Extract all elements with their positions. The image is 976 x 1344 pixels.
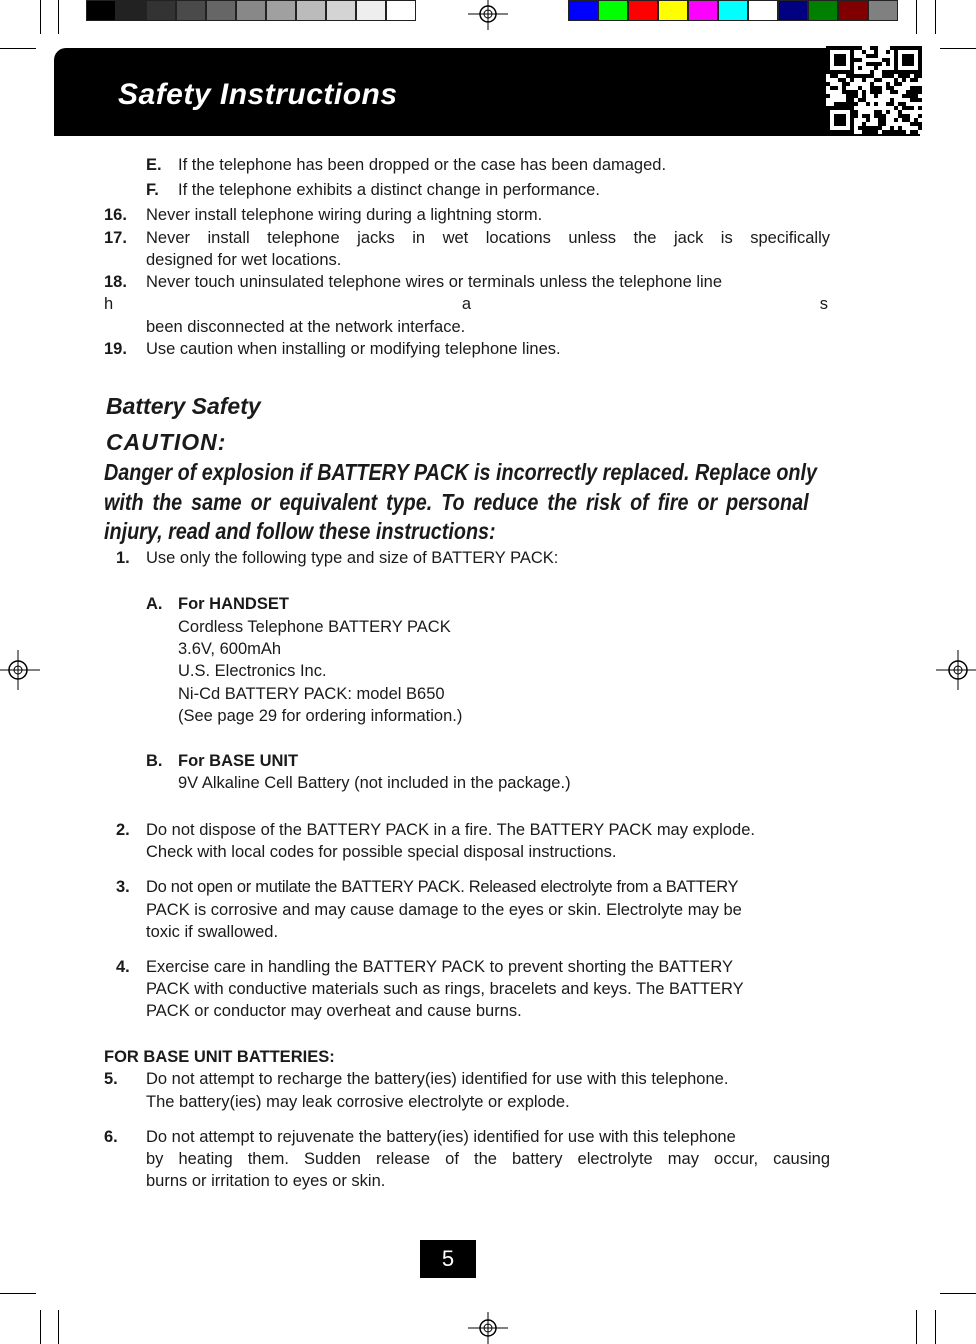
- spec-line: U.S. Electronics Inc.: [178, 662, 327, 680]
- crop-mark: [58, 0, 59, 34]
- color-swatch: [868, 0, 898, 21]
- crop-mark: [0, 1293, 36, 1294]
- qr-code-icon: [826, 46, 922, 134]
- crop-mark: [940, 48, 976, 49]
- item-text: Do not attempt to rejuvenate the battery(ies) identified for use with this telephone: [146, 1128, 736, 1146]
- item-text: If the telephone has been dropped or the case has been damaged.: [178, 156, 667, 174]
- item-number: 18.: [104, 273, 127, 291]
- item-number: 6.: [104, 1128, 118, 1146]
- item-text-spaced: h a s: [104, 295, 828, 313]
- warning-line: injury, read and follow these instructions:: [104, 518, 496, 544]
- item-number: 17.: [104, 229, 127, 247]
- color-swatch: [658, 0, 688, 21]
- color-swatch: [748, 0, 778, 21]
- crop-mark: [0, 48, 36, 49]
- spec-line: (See page 29 for ordering information.): [178, 707, 463, 725]
- item-text: PACK is corrosive and may cause damage to the eyes or skin. Electrolyte may be: [146, 901, 742, 919]
- page-title: Safety Instructions: [118, 78, 398, 111]
- color-swatch: [688, 0, 718, 21]
- color-swatch: [568, 0, 598, 21]
- crop-mark: [935, 0, 936, 34]
- warning-line: with the same or equivalent type. To reduce the risk of fire or personal: [104, 489, 809, 515]
- item-number: 1.: [116, 549, 130, 567]
- item-text: Never touch uninsulated telephone wires or terminals unless the telephone line: [146, 273, 723, 291]
- color-swatch: [628, 0, 658, 21]
- spec-line: 9V Alkaline Cell Battery (not included in the package.): [178, 774, 571, 792]
- color-swatch: [146, 0, 176, 21]
- item-text: Do not attempt to recharge the battery(ies) identified for use with this telephone.: [146, 1070, 729, 1088]
- item-text: toxic if swallowed.: [146, 923, 279, 941]
- item-text: Use caution when installing or modifying telephone lines.: [146, 340, 561, 358]
- item-text: designed for wet locations.: [146, 251, 342, 269]
- section-heading: Battery Safety: [106, 393, 261, 419]
- crop-mark: [940, 1293, 976, 1294]
- spec-line: Cordless Telephone BATTERY PACK: [178, 618, 451, 636]
- item-text: by heating them. Sudden release of the battery electrolyte may occur, causing: [146, 1150, 830, 1168]
- crop-mark: [916, 0, 917, 34]
- sub-item-label: B.: [146, 752, 163, 770]
- color-swatch: [808, 0, 838, 21]
- spec-line: Ni-Cd BATTERY PACK: model B650: [178, 685, 445, 703]
- warning-line: Danger of explosion if BATTERY PACK is incorrectly replaced. Replace only: [104, 459, 818, 485]
- item-text: PACK or conductor may overheat and cause burns.: [146, 1002, 522, 1020]
- spec-line: 3.6V, 600mAh: [178, 640, 282, 658]
- item-text: Exercise care in handling the BATTERY PACK to prevent shorting the BATTERY: [146, 958, 733, 976]
- sub-item-title: For HANDSET: [178, 595, 289, 613]
- color-swatch: [206, 0, 236, 21]
- item-text: If the telephone exhibits a distinct change in performance.: [178, 181, 600, 199]
- item-text: Do not open or mutilate the BATTERY PACK. Released electrolyte from a BATTERY: [146, 878, 739, 896]
- color-swatch: [598, 0, 628, 21]
- color-swatch: [326, 0, 356, 21]
- item-text: Never install telephone jacks in wet locations unless the jack is specifically: [146, 229, 830, 247]
- item-text: burns or irritation to eyes or skin.: [146, 1172, 386, 1190]
- crop-mark: [58, 1310, 59, 1344]
- crop-mark: [40, 0, 41, 34]
- registration-target-icon: [0, 650, 40, 690]
- item-text: been disconnected at the network interface.: [146, 318, 466, 336]
- item-text: The battery(ies) may leak corrosive electrolyte or explode.: [146, 1093, 570, 1111]
- item-text: Check with local codes for possible special disposal instructions.: [146, 843, 617, 861]
- crop-mark: [40, 1310, 41, 1344]
- caution-heading: CAUTION:: [106, 429, 227, 455]
- color-swatch: [176, 0, 206, 21]
- color-swatch: [116, 0, 146, 21]
- registration-target-icon: [468, 1310, 508, 1344]
- color-swatch: [296, 0, 326, 21]
- item-label: F.: [146, 181, 159, 199]
- item-number: 2.: [116, 821, 130, 839]
- sub-item-title: For BASE UNIT: [178, 752, 299, 770]
- item-number: 5.: [104, 1070, 118, 1088]
- color-swatch: [356, 0, 386, 21]
- item-text: Use only the following type and size of BATTERY PACK:: [146, 549, 559, 567]
- color-swatch: [236, 0, 266, 21]
- subsection-heading: FOR BASE UNIT BATTERIES:: [104, 1048, 335, 1066]
- color-swatch: [386, 0, 416, 21]
- color-swatch: [838, 0, 868, 21]
- registration-target-icon: [936, 650, 976, 690]
- item-text: PACK with conductive materials such as rings, bracelets and keys. The BATTERY: [146, 980, 744, 998]
- registration-target-icon: [468, 0, 508, 34]
- crop-mark: [916, 1310, 917, 1344]
- item-text: Never install telephone wiring during a lightning storm.: [146, 206, 543, 224]
- item-number: 3.: [116, 878, 130, 896]
- item-number: 4.: [116, 958, 130, 976]
- crop-mark: [935, 1310, 936, 1344]
- color-swatch: [778, 0, 808, 21]
- color-swatch: [718, 0, 748, 21]
- page-number: 5: [420, 1240, 476, 1278]
- item-text: Do not dispose of the BATTERY PACK in a fire. The BATTERY PACK may explode.: [146, 821, 755, 839]
- item-label: E.: [146, 156, 162, 174]
- sub-item-label: A.: [146, 595, 163, 613]
- item-number: 19.: [104, 340, 127, 358]
- color-swatch: [86, 0, 116, 21]
- color-swatch: [266, 0, 296, 21]
- item-number: 16.: [104, 206, 127, 224]
